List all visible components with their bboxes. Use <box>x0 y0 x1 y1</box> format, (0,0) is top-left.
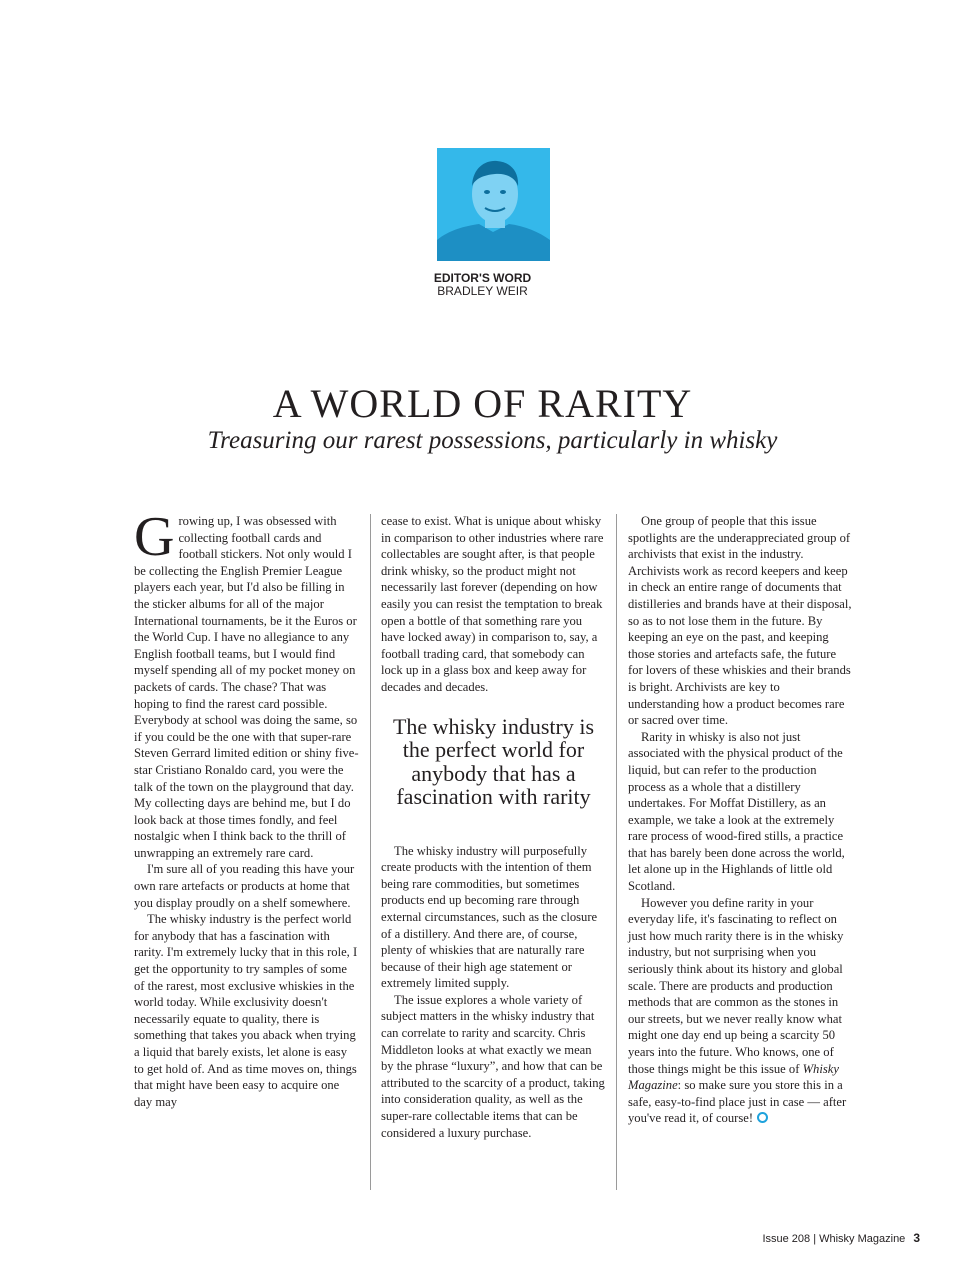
article-title: A WORLD OF RARITY <box>272 381 693 426</box>
paragraph-text: : so make sure you store this in a safe, easy-to-find place just in case — after you've read it, of course! <box>628 1078 847 1126</box>
paragraph <box>134 506 359 861</box>
drop-cap: G <box>134 506 175 568</box>
magazine-name: Whisky Magazine <box>628 1061 839 1093</box>
editor-portrait-graphic <box>437 148 550 261</box>
issue-label: Issue 208 | Whisky Magazine <box>762 1233 906 1245</box>
article-column-2 <box>381 513 606 1141</box>
editor-photo <box>437 148 550 261</box>
article-column-1 <box>134 506 359 1110</box>
column-divider <box>370 514 371 1190</box>
page-footer <box>762 1231 920 1245</box>
paragraph: One group of people that this issue spotlights are the underappreciated group of archivists that exist in the industry. Archivists work as record keepers and keep in check an entire range of documents that distilleries and brands have at their disposal, so as to not lose them in the future. By keeping an eye on the past, and keeping those stories and artefacts safe, the future for lovers of these whiskies and their brands is bright. Archivists are key to understanding how a product becomes rare or sacred over time. <box>628 514 852 728</box>
byline-author: BRADLEY WEIR <box>437 284 528 298</box>
paragraph: I'm sure all of you reading this have your own rare artefacts or products at home that you display proudly on a shelf somewhere. <box>134 862 355 910</box>
paragraph <box>628 895 853 1127</box>
paragraph: Rarity in whisky is also not just associated with the physical product of the liquid, but can refer to the production process as a whole that a distillery undertakes. For Moffat Distillery, as an example, we take a look at the extremely rare process of wood-fired stills, a practice that has barely been done across the world, let alone up in the Highlands of little old Scotland. <box>628 729 845 894</box>
column-divider <box>616 514 617 1190</box>
paragraph: The whisky industry will purposefully create products with the intention of them being rare commodities, but sometimes products end up becoming rare through external circumstances, such as the closure of a distillery. And there are, of course, plenty of whiskies that are naturally rare because of their high age statement or extremely limited supply. <box>381 843 598 991</box>
article-column-3 <box>628 513 853 1127</box>
pull-quote: The whisky industry is the perfect world for anybody that has a fascination with rarity <box>392 713 595 810</box>
end-of-article-icon <box>757 1112 768 1123</box>
page-number: 3 <box>913 1231 920 1245</box>
byline-kicker: EDITOR'S WORD <box>433 271 532 285</box>
paragraph: The issue explores a whole variety of subject matters in the whisky industry that can correlate to rarity and scarcity. Chris Middleton looks at what exactly we mean by the phrase “luxury”, and how that can be attributed to the scarcity of a product, taking into consideration quality, as well as the super-rare collectable items that can be considered a luxury purchase. <box>381 992 605 1140</box>
paragraph: The whisky industry is the perfect world for anybody that has a fascination with rarity. I'm extremely lucky that in this role, I get the opportunity to try samples of some of the rarest, most exclusive whiskies in the world today. While exclusivity doesn't necessarily equate to quality, there is something that takes you aback when trying a liquid that barely exists, let alone is easy to get hold of. And as time moves on, things that might have been easy to acquire one day may <box>134 912 358 1109</box>
paragraph-text: However you define rarity in your everyday life, it's fascinating to reflect on just how much rarity there is in the whisky industry, but not surprising when you seriously think about its history and global scale. There are products and production methods that are common as the stones in our streets, but we never really know what might one day end up being a scarcity 50 years into the future. Who knows, one of those things might be this issue of <box>628 895 844 1076</box>
article-standfirst: Treasuring our rarest possessions, particularly in whisky <box>207 427 778 454</box>
byline <box>0 272 965 298</box>
paragraph: cease to exist. What is unique about whisky in comparison to other industries where rare collectables are sought after, is that people drink whisky, so the product might not necessarily last forever (depending on how easily you can resist the temptation to break open a bottle of that something rare you have locked away) in comparison to, say, a football trading card, that somebody can lock up in a glass box and keep away for decades and decades. <box>381 514 604 694</box>
paragraph-text: rowing up, I was obsessed with collecting football cards and football stickers. Not only would I be collecting the English Premier League players each year, but I'd also be filling in the sticker albums for all of the major International tournaments, be it the Euros or the World Cup. I have no allegiance to any English football teams, but I would find myself spending all of my pocket money on packets of cards. The chase? That was hoping to find the rarest card possible. Everybody at school was doing the same, so if you could be the one with that super-rare Steven Gerrard limited edition or shiny five-star Cristiano Ronaldo card, you were the talk of the town on the playground that day. My collecting days are behind me, but I do look back at those times fondly, and feel nostalgic when I think back to the thrill of unwrapping an extremely rare card. <box>134 514 359 860</box>
